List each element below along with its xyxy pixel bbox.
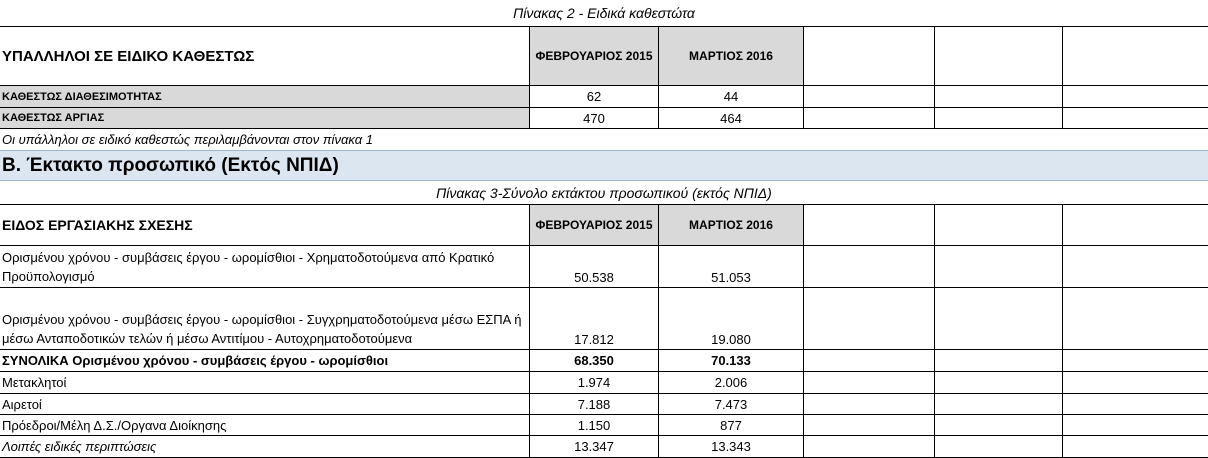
value-feb2015[interactable]: 13.347	[530, 436, 659, 458]
empty-cell[interactable]	[804, 372, 935, 394]
empty-cell[interactable]	[935, 372, 1063, 394]
table3-header-row	[0, 205, 1208, 246]
empty-cell[interactable]	[935, 415, 1063, 436]
table2-header-row	[0, 27, 1208, 86]
table-row	[0, 372, 1208, 394]
empty-cell[interactable]	[804, 436, 935, 458]
table2-header-feb2015[interactable]: ΦΕΒΡΟΥΑΡΙΟΣ 2015	[530, 27, 659, 86]
value-mar2016[interactable]: 70.133	[659, 350, 804, 372]
value-mar2016[interactable]: 464	[659, 108, 804, 129]
value-mar2016[interactable]: 19.080	[659, 288, 804, 350]
empty-cell[interactable]	[804, 394, 935, 415]
empty-cell[interactable]	[1063, 108, 1208, 129]
table-row	[0, 394, 1208, 415]
table-row	[0, 86, 1208, 108]
empty-cell[interactable]	[804, 246, 935, 288]
value-feb2015[interactable]: 68.350	[530, 350, 659, 372]
table2-note: Οι υπάλληλοι σε ειδικό καθεστώς περιλαμβάνονται στον πίνακα 1	[2, 132, 373, 147]
empty-cell[interactable]	[1063, 372, 1208, 394]
empty-cell[interactable]	[1063, 86, 1208, 108]
table3-header-mar2016[interactable]: ΜΑΡΤΙΟΣ 2016	[659, 205, 804, 246]
empty-cell[interactable]	[935, 350, 1063, 372]
value-feb2015[interactable]: 50.538	[530, 246, 659, 288]
table-row	[0, 288, 1208, 350]
empty-cell[interactable]	[935, 436, 1063, 458]
empty-cell[interactable]	[1063, 394, 1208, 415]
row-label[interactable]: ΚΑΘΕΣΤΩΣ ΑΡΓΙΑΣ	[0, 108, 530, 129]
empty-cell[interactable]	[935, 86, 1063, 108]
empty-cell[interactable]	[804, 86, 935, 108]
table-row	[0, 108, 1208, 129]
empty-cell[interactable]	[804, 27, 935, 86]
empty-cell[interactable]	[1063, 288, 1208, 350]
empty-cell[interactable]	[804, 415, 935, 436]
table2-header-mar2016[interactable]: ΜΑΡΤΙΟΣ 2016	[659, 27, 804, 86]
empty-cell[interactable]	[935, 246, 1063, 288]
empty-cell[interactable]	[1063, 205, 1208, 246]
empty-cell[interactable]	[1063, 27, 1208, 86]
row-label[interactable]: Αιρετοί	[0, 394, 530, 415]
empty-cell[interactable]	[804, 350, 935, 372]
value-feb2015[interactable]: 1.150	[530, 415, 659, 436]
value-feb2015[interactable]: 62	[530, 86, 659, 108]
table3-header-label[interactable]: ΕΙΔΟΣ ΕΡΓΑΣΙΑΚΗΣ ΣΧΕΣΗΣ	[0, 205, 530, 246]
row-label[interactable]: Πρόεδροι/Μέλη Δ.Σ./Οργανα Διοίκησης	[0, 415, 530, 436]
value-feb2015[interactable]: 17.812	[530, 288, 659, 350]
empty-cell[interactable]	[1063, 350, 1208, 372]
empty-cell[interactable]	[804, 288, 935, 350]
table-row	[0, 246, 1208, 288]
empty-cell[interactable]	[935, 394, 1063, 415]
empty-cell[interactable]	[1063, 415, 1208, 436]
table-row-total	[0, 350, 1208, 372]
empty-cell[interactable]	[935, 205, 1063, 246]
value-mar2016[interactable]: 2.006	[659, 372, 804, 394]
value-feb2015[interactable]: 470	[530, 108, 659, 129]
section-b-heading: Β. Έκτακτο προσωπικό (Εκτός ΝΠΙΔ)	[0, 150, 1208, 181]
value-mar2016[interactable]: 51.053	[659, 246, 804, 288]
value-feb2015[interactable]: 1.974	[530, 372, 659, 394]
value-mar2016[interactable]: 877	[659, 415, 804, 436]
table2-title: Πίνακας 2 - Ειδικά καθεστώτα	[0, 0, 1208, 27]
empty-cell[interactable]	[804, 108, 935, 129]
value-mar2016[interactable]: 44	[659, 86, 804, 108]
table-row	[0, 415, 1208, 436]
table2-header-label[interactable]: ΥΠΑΛΛΗΛΟΙ ΣΕ ΕΙΔΙΚΟ ΚΑΘΕΣΤΩΣ	[0, 27, 530, 86]
empty-cell[interactable]	[1063, 436, 1208, 458]
table3-header-feb2015[interactable]: ΦΕΒΡΟΥΑΡΙΟΣ 2015	[530, 205, 659, 246]
row-label[interactable]: ΚΑΘΕΣΤΩΣ ΔΙΑΘΕΣΙΜΟΤΗΤΑΣ	[0, 86, 530, 108]
row-label[interactable]: Μετακλητοί	[0, 372, 530, 394]
row-label[interactable]: Λοιπές ειδικές περιπτώσεις	[0, 436, 530, 458]
row-label[interactable]: Ορισμένου χρόνου - συμβάσεις έργου - ωρομίσθιοι - Συγχρηματοδοτούμενα μέσω ΕΣΠΑ ή μέσω Ανταποδοτικών τελών ή μέσω Αντιτίμου - Αυτοχρηματοδοτούμενα	[0, 288, 530, 350]
value-mar2016[interactable]: 13.343	[659, 436, 804, 458]
value-mar2016[interactable]: 7.473	[659, 394, 804, 415]
row-label[interactable]: Ορισμένου χρόνου - συμβάσεις έργου - ωρομίσθιοι - Χρηματοδοτούμενα από Κρατικό Προϋπολογισμό	[0, 246, 530, 288]
row-label[interactable]: ΣΥΝΟΛΙΚΑ Ορισμένου χρόνου - συμβάσεις έργου - ωρομίσθιοι	[0, 350, 530, 372]
empty-cell[interactable]	[804, 205, 935, 246]
empty-cell[interactable]	[1063, 246, 1208, 288]
table3-title: Πίνακας 3-Σύνολο εκτάκτου προσωπικού (εκτός ΝΠΙΔ)	[0, 181, 1208, 205]
table-row	[0, 436, 1208, 458]
empty-cell[interactable]	[935, 27, 1063, 86]
empty-cell[interactable]	[935, 108, 1063, 129]
empty-cell[interactable]	[935, 288, 1063, 350]
value-feb2015[interactable]: 7.188	[530, 394, 659, 415]
